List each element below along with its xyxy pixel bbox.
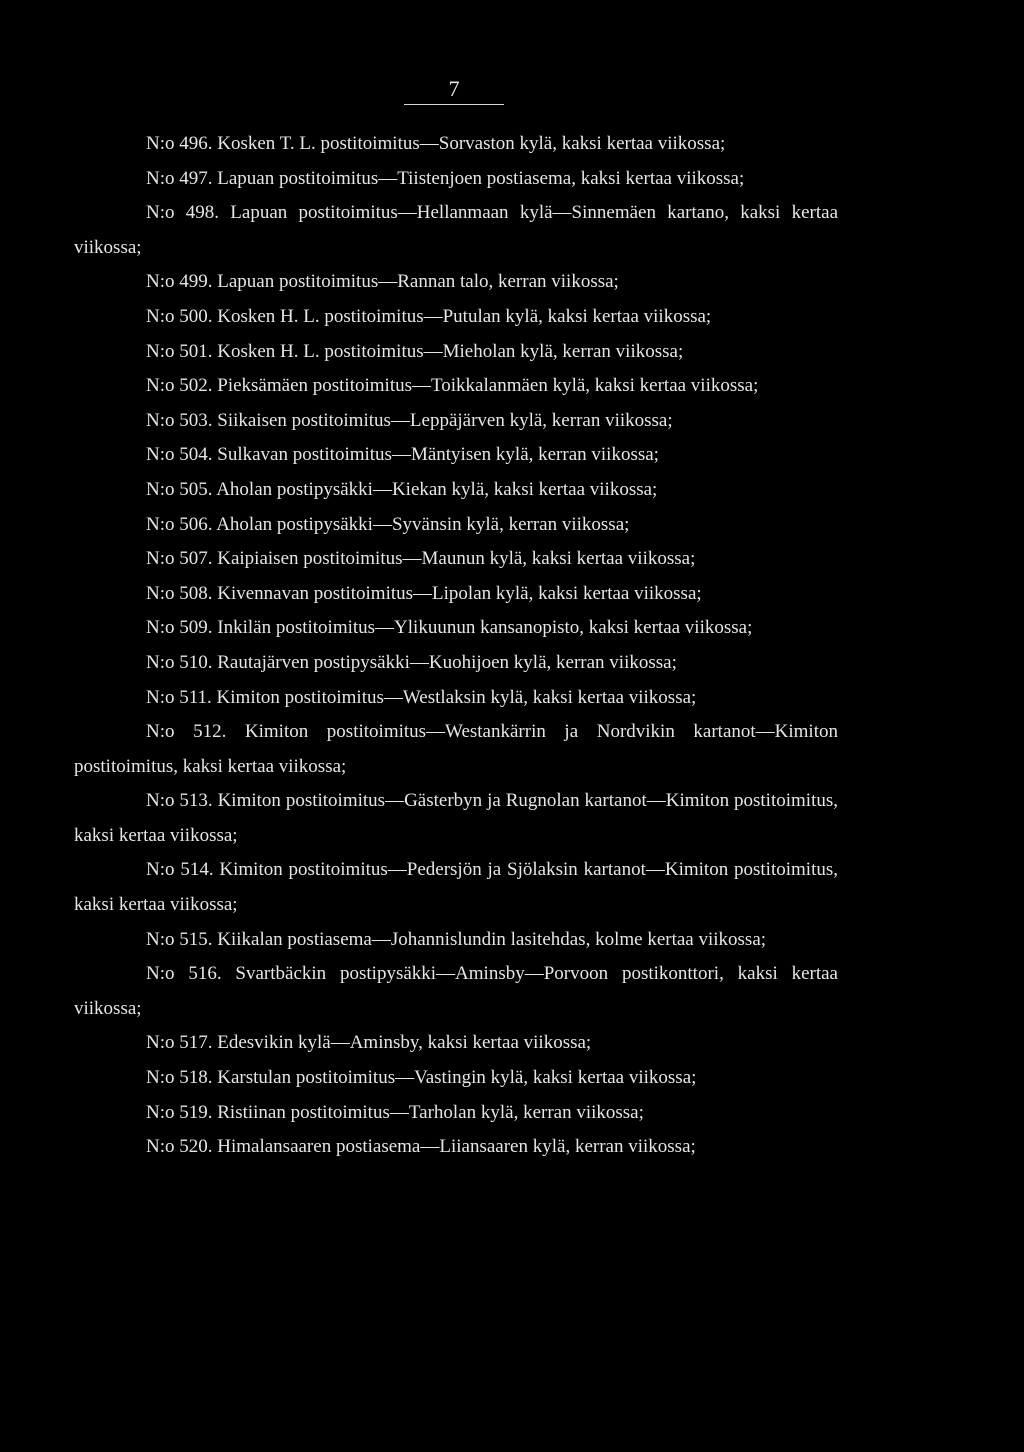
entry-501: N:o 501. Kosken H. L. postitoimitus—Mieholan kylä, kerran viikossa; — [146, 340, 684, 362]
entry-515: N:o 515. Kiikalan postiasema—Johannislundin lasitehdas, kolme kertaa viikossa; — [146, 928, 767, 950]
page-number: 7 — [448, 76, 460, 101]
entry-500: N:o 500. Kosken H. L. postitoimitus—Putulan kylä, kaksi kertaa viikossa; — [146, 305, 712, 327]
entry-499: N:o 499. Lapuan postitoimitus—Rannan talo, kerran viikossa; — [146, 271, 619, 293]
entry-507: N:o 507. Kaipiaisen postitoimitus—Maunun kylä, kaksi kertaa viikossa; — [146, 548, 696, 570]
entry-518: N:o 518. Karstulan postitoimitus—Vastingin kylä, kaksi kertaa viikossa; — [146, 1067, 697, 1089]
entry-517: N:o 517. Edesvikin kylä—Aminsby, kaksi kertaa viikossa; — [146, 1032, 592, 1054]
entry-512: N:o 512. Kimiton postitoimitus—Westankärrin ja Nordvikin kartanot—Kimiton postitoimitus, kaksi kertaa viikossa; — [74, 721, 838, 777]
entry-509: N:o 509. Inkilän postitoimitus—Ylikuunun kansanopisto, kaksi kertaa viikossa; — [146, 617, 753, 639]
page-number-rule — [404, 104, 504, 105]
entry-502: N:o 502. Pieksämäen postitoimitus—Toikkalanmäen kylä, kaksi kertaa viikossa; — [146, 375, 759, 397]
entry-list — [74, 127, 838, 1165]
entry-497: N:o 497. Lapuan postitoimitus—Tiistenjoen postiasema, kaksi kertaa viikossa; — [146, 167, 745, 189]
entry-520: N:o 520. Himalansaaren postiasema—Liiansaaren kylä, kerran viikossa; — [146, 1136, 696, 1158]
entry-503: N:o 503. Siikaisen postitoimitus—Leppäjärven kylä, kerran viikossa; — [146, 409, 673, 431]
entry-508: N:o 508. Kivennavan postitoimitus—Lipolan kylä, kaksi kertaa viikossa; — [146, 582, 702, 604]
entry-505: N:o 505. Aholan postipysäkki—Kiekan kylä, kaksi kertaa viikossa; — [146, 478, 658, 500]
entry-511: N:o 511. Kimiton postitoimitus—Westlaksin kylä, kaksi kertaa viikossa; — [146, 686, 697, 708]
entry-514: N:o 514. Kimiton postitoimitus—Pedersjön ja Sjölaksin kartanot—Kimiton postitoimitus, kaksi kertaa viikossa; — [74, 859, 838, 916]
entry-506: N:o 506. Aholan postipysäkki—Syvänsin kylä, kerran viikossa; — [146, 513, 630, 535]
entry-498: N:o 498. Lapuan postitoimitus—Hellanmaan kylä—Sinnemäen kartano, kaksi kertaa viikossa; — [74, 202, 838, 258]
entry-510: N:o 510. Rautajärven postipysäkki—Kuohijoen kylä, kerran viikossa; — [146, 651, 677, 673]
entry-513: N:o 513. Kimiton postitoimitus—Gästerbyn ja Rugnolan kartanot—Kimiton postitoimitus, kaksi kertaa viikossa; — [74, 790, 838, 846]
entry-504: N:o 504. Sulkavan postitoimitus—Mäntyisen kylä, kerran viikossa; — [146, 444, 659, 466]
entry-516: N:o 516. Svartbäckin postipysäkki—Aminsby—Porvoon postikonttori, kaksi kertaa viikossa; — [74, 963, 838, 1019]
entry-496: N:o 496. Kosken T. L. postitoimitus—Sorvaston kylä, kaksi kertaa viikossa; — [146, 133, 726, 154]
entry-519: N:o 519. Ristiinan postitoimitus—Tarholan kylä, kerran viikossa; — [146, 1101, 644, 1123]
